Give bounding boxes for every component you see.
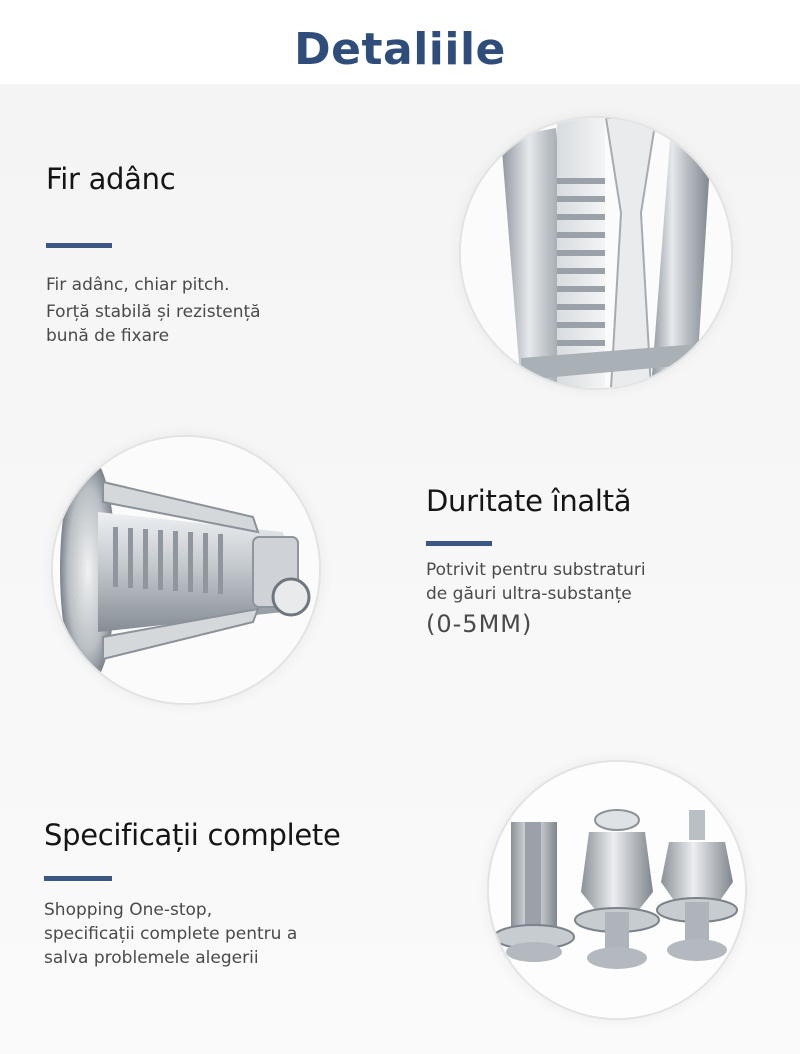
description-line: salva problemele alegerii <box>44 948 259 968</box>
section-deep-thread <box>46 162 346 348</box>
page-header <box>0 0 800 84</box>
description-line: Shopping One-stop, <box>44 900 213 920</box>
section-description <box>426 558 746 606</box>
description-line: de găuri ultra-substanțe <box>426 584 632 604</box>
section-rule <box>46 243 112 248</box>
description-line: bună de fixare <box>46 326 170 346</box>
section-rule <box>426 541 492 546</box>
three-anchor-sizes-image <box>487 760 747 1020</box>
section-rule <box>44 876 112 881</box>
description-line: specificații complete pentru a <box>44 924 298 944</box>
section-title: Duritate înaltă <box>426 484 632 518</box>
description-line: Fir adânc, chiar pitch. <box>46 275 230 295</box>
expansion-anchor-side-view-image <box>51 435 321 705</box>
section-complete-specs <box>44 818 374 970</box>
section-description <box>44 898 374 970</box>
description-line: Forță stabilă și rezistență <box>46 302 261 322</box>
section-description <box>46 273 346 348</box>
thickness-range: (0-5MM) <box>426 610 533 638</box>
threaded-anchor-closeup-image <box>459 116 733 390</box>
section-high-hardness <box>426 484 746 638</box>
section-title: Fir adânc <box>46 162 176 196</box>
description-line: Potrivit pentru substraturi <box>426 560 646 580</box>
page-title: Detaliile <box>294 24 506 75</box>
section-title: Specificații complete <box>44 818 341 852</box>
